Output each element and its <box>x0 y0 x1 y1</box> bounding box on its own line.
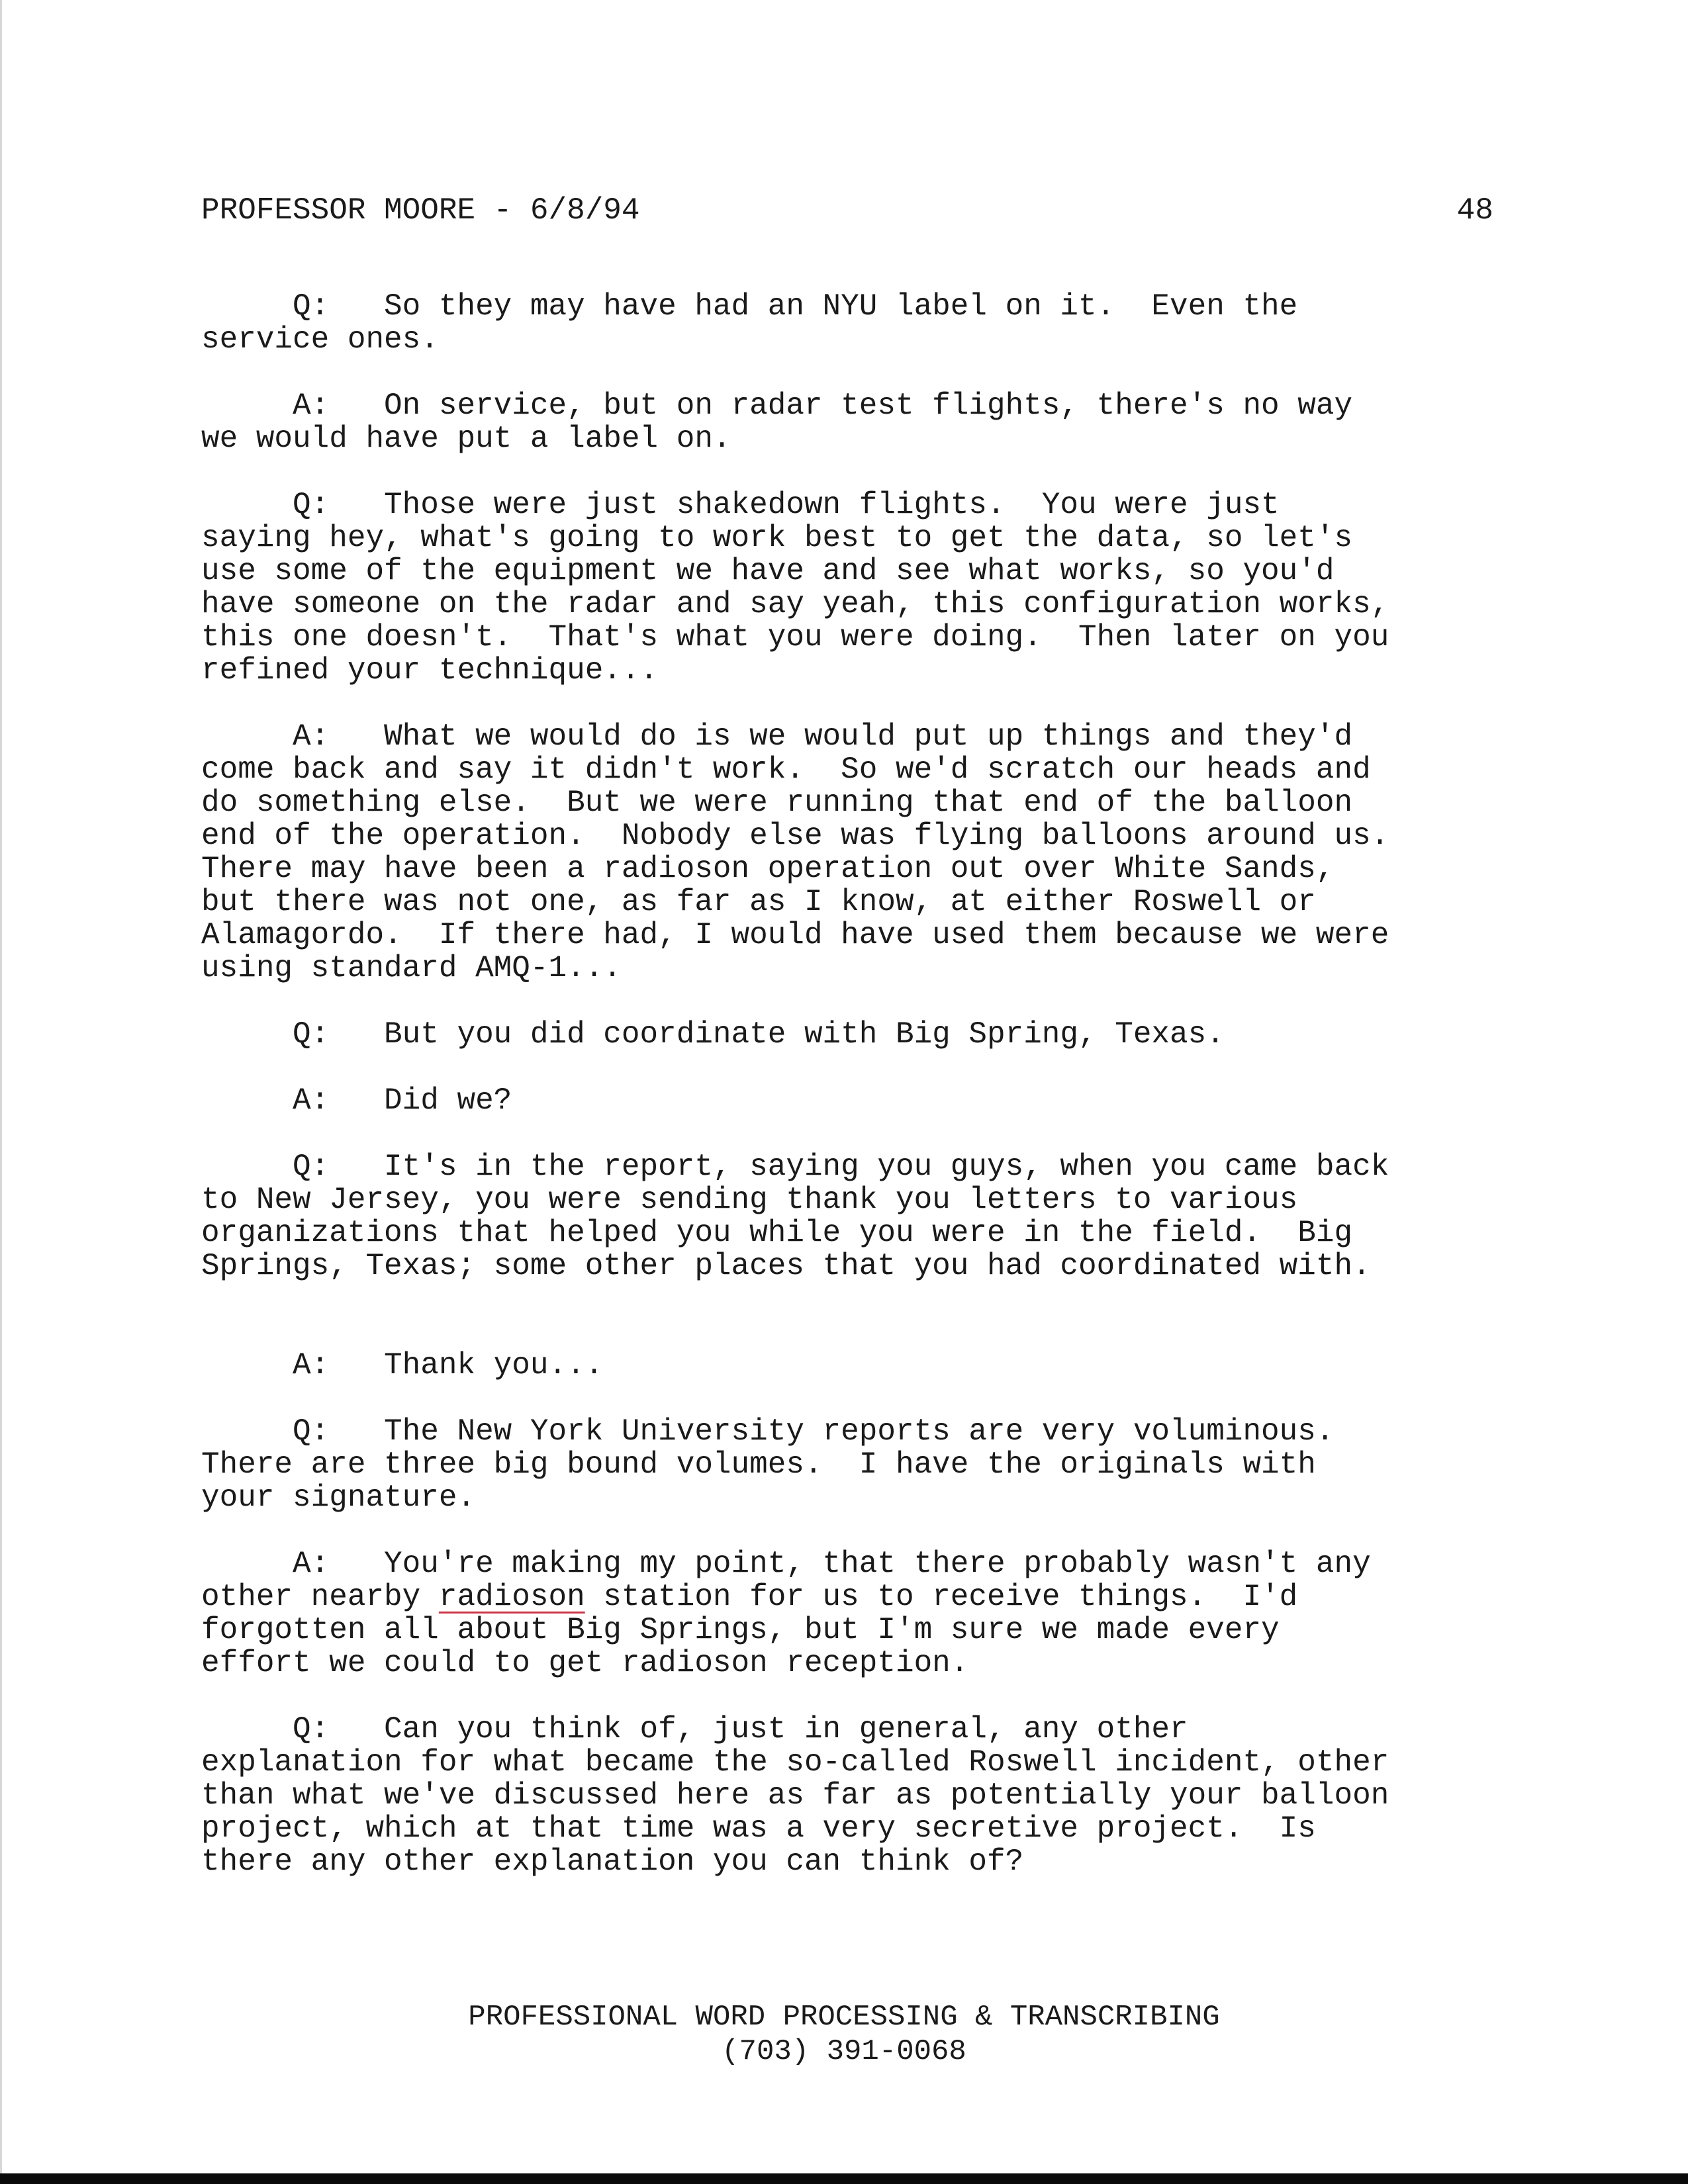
transcript-paragraph-9: Q: The New York University reports are very voluminous. There are three big bound volumes. I have the originals with your signature. <box>201 1414 1335 1515</box>
transcript-paragraph-11: Q: Can you think of, just in general, any other explanation for what became the so-called Roswell incident, other than what we've discussed here as far as potentially your balloon project, which at that time was a very secretive project. Is there any other explanation you can think of? <box>201 1712 1389 1879</box>
transcript-paragraph-8: A: Thank you... <box>201 1348 604 1383</box>
page-number: 48 <box>1456 193 1493 228</box>
transcript-paragraph-4: A: What we would do is we would put up things and they'd come back and say it didn't work. So we'd scratch our heads and do something else. But we were running that end of the balloon end of the operation. Nobody else was flying balloons around us. There may have been a radioson operation out over White Sands, but there was not one, as far as I know, at either Roswell or Alamagordo. If there had, I would have used them because we were using standard AMQ-1... <box>201 719 1389 985</box>
scan-bottom-border <box>0 2173 1688 2184</box>
transcript-paragraph-5: Q: But you did coordinate with Big Spring, Texas. <box>201 1017 1225 1052</box>
page-footer <box>0 2000 1688 2069</box>
paragraph-10-line-2-start: other nearby <box>201 1580 439 1614</box>
paragraph-10-line-1: A: You're making my point, that there probably wasn't any <box>201 1547 1371 1581</box>
header-title: PROFESSOR MOORE - 6/8/94 <box>201 193 640 228</box>
transcript-body <box>201 290 1499 1911</box>
transcript-paragraph-10 <box>201 1547 1499 1680</box>
page-header <box>201 191 1493 230</box>
paragraph-10-rest: forgotten all about Big Springs, but I'm sure we made every effort we could to get radioson reception. <box>201 1613 1280 1680</box>
transcript-paragraph-1: Q: So they may have had an NYU label on it. Even the service ones. <box>201 289 1298 357</box>
footer-phone: (703) 391-0068 <box>722 2035 966 2068</box>
spellcheck-underlined-word: radioson <box>438 1580 585 1614</box>
transcript-paragraph-2: A: On service, but on radar test flights, there's no way we would have put a label on. <box>201 388 1353 456</box>
page-edge-shadow <box>0 0 2 2184</box>
footer-company: PROFESSIONAL WORD PROCESSING & TRANSCRIBING <box>468 2001 1220 2034</box>
transcript-paragraph-3: Q: Those were just shakedown flights. You were just saying hey, what's going to work best to get the data, so let's use some of the equipment we have and see what works, so you'd have someone on the radar and say yeah, this configuration works, this one doesn't. That's what you were doing. Then later on you refined your technique... <box>201 488 1389 688</box>
paragraph-10-line-2-end: station for us to receive things. I'd <box>585 1580 1298 1614</box>
transcript-paragraph-7: Q: It's in the report, saying you guys, when you came back to New Jersey, you were sending thank you letters to various organizations that helped you while you were in the field. Big Springs, Texas; some other places that you had coordinated with. <box>201 1150 1389 1283</box>
transcript-paragraph-6: A: Did we? <box>201 1083 512 1118</box>
